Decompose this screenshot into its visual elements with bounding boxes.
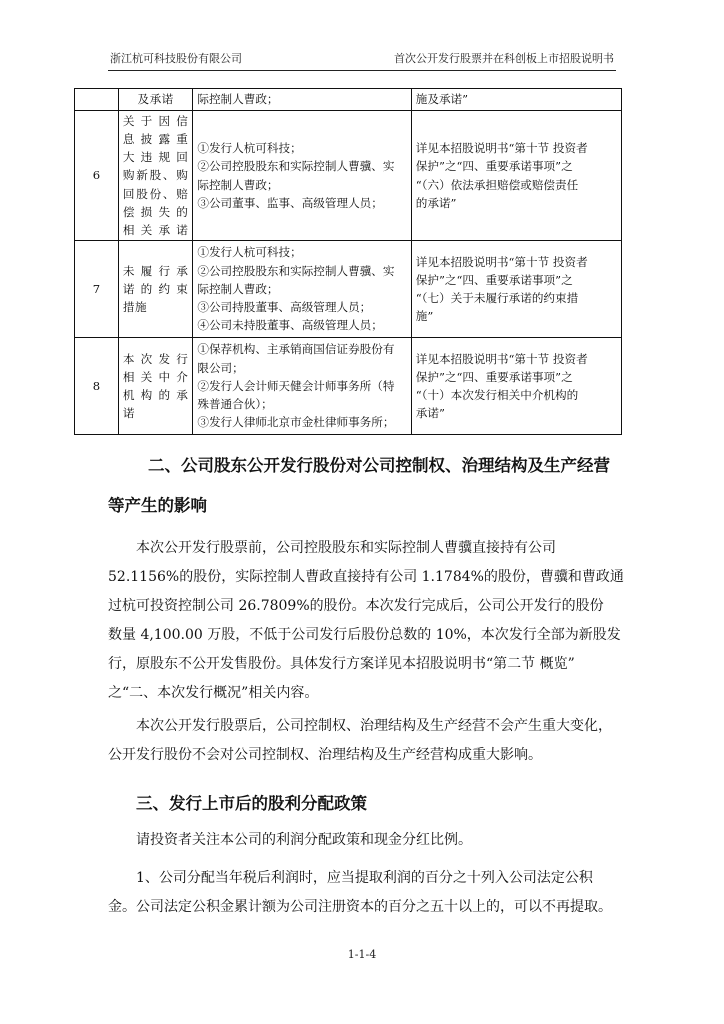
- paragraph-line: 公开发行股份不会对公司控制权、治理结构及生产经营构成重大影响。: [108, 747, 542, 763]
- paragraph-line: 行，原股东不公开发售股份。具体发行方案详见本招股说明书“第二节 概览”: [108, 656, 575, 672]
- commitment-table: [74, 88, 622, 435]
- detail-line: 保护”之“四、重要承诺事项”之: [415, 369, 573, 384]
- party-line: 际控制人曹政；: [197, 177, 279, 192]
- detail-line: “（七）关于未履行承诺的约束措: [415, 291, 579, 305]
- cell-no: 7: [75, 241, 119, 338]
- cell-party: [193, 241, 411, 338]
- table-row-continued: [75, 89, 622, 111]
- table-row: [75, 111, 622, 241]
- topic-line: 相关中介: [122, 369, 189, 384]
- cell-detail: [411, 89, 621, 111]
- detail-line: “（十）本次发行相关中介机构的: [415, 388, 579, 402]
- cell-party: [193, 89, 411, 111]
- cell-topic: [118, 338, 192, 435]
- paragraph-line: 过杭可投资控制公司 26.7809%的股份。本次发行完成后，公司公开发行的股份: [108, 598, 604, 614]
- section-3-intro: [108, 826, 618, 855]
- paragraph-line: 本次公开发行股票前，公司控股股东和实际控制人曹骥直接持有公司: [136, 540, 556, 556]
- cell-topic: [118, 111, 192, 241]
- party-line: ②公司控股股东和实际控制人曹骥、实: [197, 159, 395, 174]
- detail-line: “（六）依法承担赔偿或赔偿责任: [415, 177, 579, 192]
- party-line: ②公司控股股东和实际控制人曹骥、实: [197, 263, 395, 278]
- party-line: 殊普通合伙）；: [197, 397, 273, 412]
- cell-no: 8: [75, 338, 119, 435]
- cell-party: [193, 111, 411, 241]
- paragraph-line: 金。公司法定公积金累计额为公司注册资本的百分之五十以上的，可以不再提取。: [108, 899, 612, 915]
- party-line: 际控制人曹政；: [197, 281, 279, 296]
- page-header: [108, 48, 616, 71]
- section-2-title-line1: 二、公司股东公开发行股份对公司控制权、治理结构及生产经营: [148, 456, 610, 475]
- detail-line: 保护”之“四、重要承诺事项”之: [415, 159, 573, 174]
- detail-line: 详见本招股说明书“第十节 投资者: [415, 351, 588, 366]
- topic-line: 本次发行: [122, 351, 189, 366]
- topic-line: 关于因信: [122, 113, 189, 128]
- cell-no: 6: [75, 111, 119, 241]
- party-line: ④公司未持股董事、高级管理人员；: [197, 318, 383, 333]
- header-company: 浙江杭可科技股份有限公司: [110, 52, 242, 65]
- section-2-paragraph-2: [108, 712, 618, 770]
- cell-detail: [411, 111, 621, 241]
- detail-line: 详见本招股说明书“第十节 投资者: [415, 141, 588, 156]
- party-tail: 际控制人曹政；: [197, 92, 279, 107]
- party-line: ③公司董事、监事、高级管理人员；: [197, 195, 383, 210]
- topic-line: 机构的承: [122, 388, 189, 402]
- detail-line: 承诺”: [415, 406, 445, 421]
- cell-party: [193, 338, 411, 435]
- topic-line: 回股份、赔: [122, 186, 189, 201]
- paragraph-line: 本次公开发行股票后，公司控制权、治理结构及生产经营不会产生重大变化，: [136, 718, 612, 734]
- party-line: ②发行人会计师天健会计师事务所（特: [197, 378, 395, 393]
- cell-topic: [118, 241, 192, 338]
- detail-tail: 施及承诺”: [415, 92, 469, 107]
- topic-line: 偿损失的: [122, 204, 189, 219]
- topic-line: 购新股、购: [122, 168, 189, 183]
- cell-topic: [118, 89, 192, 111]
- detail-line: 施”: [415, 309, 434, 324]
- cell-detail: [411, 241, 621, 338]
- section-2-title-line2: 等产生的影响: [108, 496, 207, 515]
- topic-line: 未履行承: [122, 263, 189, 278]
- party-line: ①发行人杭可科技；: [197, 245, 302, 260]
- party-line: 限公司；: [197, 360, 244, 375]
- detail-line: 详见本招股说明书“第十节 投资者: [415, 254, 588, 269]
- paragraph-line: 52.1156%的股份，实际控制人曹政直接持有公司 1.1784%的股份，曹骥和曹政通: [108, 569, 624, 585]
- paragraph-line: 之“二、本次发行概况”相关内容。: [108, 685, 319, 701]
- section-2-paragraph-1: [108, 534, 624, 708]
- detail-line: 的承诺”: [415, 195, 457, 210]
- topic-line: 诺的约束: [122, 281, 189, 296]
- party-line: ③发行人律师北京市金杜律师事务所；: [197, 415, 395, 430]
- party-line: ①保荐机构、主承销商国信证券股份有: [197, 342, 395, 357]
- detail-line: 保护”之“四、重要承诺事项”之: [415, 272, 573, 287]
- topic-line: 诺: [122, 406, 135, 421]
- party-line: ③公司持股董事、高级管理人员；: [197, 300, 372, 315]
- section-3-item-1: [108, 864, 618, 922]
- page-number: 1-1-4: [347, 948, 377, 961]
- cell-no: [75, 89, 119, 111]
- topic-line: 相关承诺: [122, 223, 189, 237]
- table-row: [75, 241, 622, 338]
- party-line: ①发行人杭可科技；: [197, 141, 302, 156]
- section-2-title: [108, 452, 618, 516]
- cell-detail: [411, 338, 621, 435]
- table-row: [75, 338, 622, 435]
- topic-tail: 及承诺: [137, 92, 174, 107]
- section-3-title: 三、发行上市后的股利分配政策: [136, 794, 367, 813]
- topic-line: 大违规回: [122, 150, 189, 165]
- paragraph-line: 请投资者关注本公司的利润分配政策和现金分红比例。: [136, 832, 472, 848]
- paragraph-line: 数量 4,100.00 万股，不低于公司发行后股份总数的 10%，本次发行全部为新股发: [108, 627, 621, 643]
- topic-line: 息披露重: [122, 131, 189, 146]
- topic-line: 措施: [122, 300, 148, 315]
- paragraph-line: 1、公司分配当年税后利润时，应当提取利润的百分之十列入公司法定公积: [136, 870, 593, 886]
- header-doc-title: 首次公开发行股票并在科创板上市招股说明书: [394, 52, 614, 65]
